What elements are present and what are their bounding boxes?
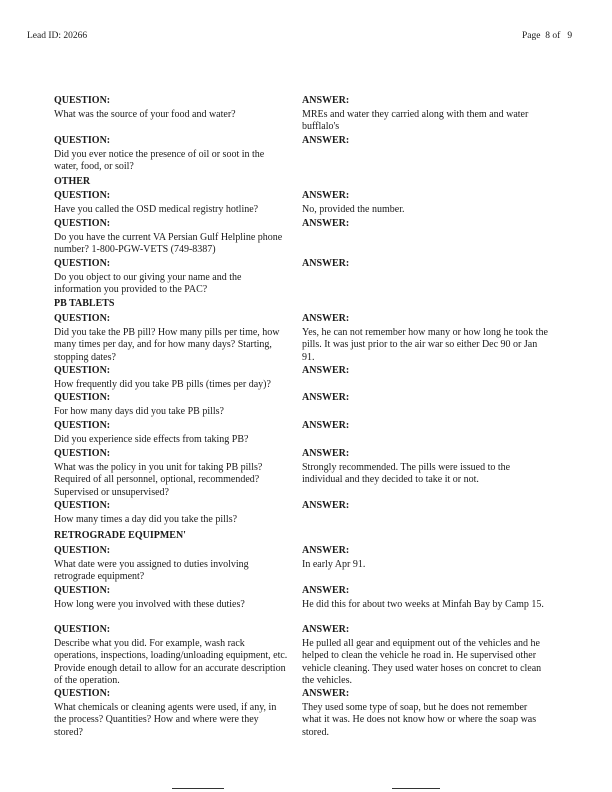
answer-block [302, 258, 548, 271]
question-block [54, 218, 290, 257]
question-label: QUESTION: [54, 448, 111, 459]
question-label: QUESTION: [54, 365, 111, 376]
question-label: QUESTION: [54, 95, 111, 106]
answer-label: ANSWER: [302, 545, 350, 556]
question-label: QUESTION: [54, 190, 111, 201]
answer-label: ANSWER: [302, 688, 350, 699]
answer-label: ANSWER: [302, 392, 350, 403]
question-block [54, 448, 290, 499]
page-current: 8 of [545, 31, 561, 41]
question-text: How frequently did you take PB pills (times per day)? [54, 378, 271, 390]
question-text: Describe what you did. For example, wash rack operations, inspections, loading/unloading equipment, etc. Provide enough detail to allow for an accurate description of the operation. [54, 637, 288, 686]
question-text: What chemicals or cleaning agents were used, if any, in the process? Quantities? How and where were they stored? [54, 701, 277, 738]
answer-block [302, 392, 548, 405]
question-text: Did you experience side effects from taking PB? [54, 433, 249, 445]
answer-label: ANSWER: [302, 624, 350, 635]
question-block [54, 500, 290, 526]
section-heading-retrograde: RETROGRADE EQUIPMEN' [54, 530, 186, 541]
answer-label: ANSWER: [302, 258, 350, 269]
question-label: QUESTION: [54, 258, 111, 269]
answer-label: ANSWER: [302, 218, 350, 229]
answer-text: Yes, he can not remember how many or how long he took the pills. It was just prior to the air war so either Dec 90 or Jan 91. [302, 326, 548, 363]
question-block [54, 585, 290, 611]
answer-label: ANSWER: [302, 448, 350, 459]
answer-text: Strongly recommended. The pills were issued to the individual and they decided to take it or not. [302, 461, 511, 485]
answer-block [302, 190, 548, 216]
question-label: QUESTION: [54, 420, 111, 431]
answer-block [302, 365, 548, 378]
question-label: QUESTION: [54, 545, 111, 556]
question-label: QUESTION: [54, 585, 111, 596]
question-block [54, 420, 290, 446]
answer-block [302, 545, 548, 571]
question-text: Did you ever notice the presence of oil or soot in the water, food, or soil? [54, 148, 265, 172]
answer-block [302, 420, 548, 433]
answer-text: He pulled all gear and equipment out of the vehicles and he helped to clean the vehicle he road in. He supervised other vehicle cleaning. They used water hoses on concret to clean the vehicles. [302, 637, 542, 686]
answer-label: ANSWER: [302, 585, 350, 596]
answer-label: ANSWER: [302, 135, 350, 146]
question-text: What was the source of your food and water? [54, 108, 236, 120]
question-block [54, 135, 290, 174]
question-label: QUESTION: [54, 218, 111, 229]
question-label: QUESTION: [54, 688, 111, 699]
question-label: QUESTION: [54, 135, 111, 146]
answer-label: ANSWER: [302, 500, 350, 511]
question-block [54, 688, 290, 739]
question-text: For how many days did you take PB pills? [54, 405, 224, 417]
answer-label: ANSWER: [302, 365, 350, 376]
question-text: How many times a day did you take the pills? [54, 513, 238, 525]
answer-block [302, 135, 548, 148]
page-number [522, 30, 572, 43]
answer-label: ANSWER: [302, 313, 350, 324]
question-block [54, 365, 290, 391]
question-block [54, 258, 290, 297]
question-label: QUESTION: [54, 392, 111, 403]
question-label: QUESTION: [54, 500, 111, 511]
answer-text: They used some type of soap, but he does not remember what it was. He does not know how or where the soap was stored. [302, 701, 537, 738]
question-text: Do you object to our giving your name and the information you provided to the PAC? [54, 271, 242, 295]
answer-label: ANSWER: [302, 190, 350, 201]
page-total: 9 [567, 31, 573, 41]
answer-text: He did this for about two weeks at Minfah Bay by Camp 15. [302, 598, 544, 610]
question-text: Did you take the PB pill? How many pills per time, how many times per day, and for how many days? Starting, stopping dates? [54, 326, 280, 363]
answer-block [302, 500, 548, 513]
section-heading-other: OTHER [54, 176, 91, 187]
question-block [54, 624, 290, 688]
question-label: QUESTION: [54, 624, 111, 635]
answer-block [302, 585, 548, 611]
answer-label: ANSWER: [302, 420, 350, 431]
question-block [54, 392, 290, 418]
answer-text: In early Apr 91. [302, 558, 366, 570]
question-text: Have you called the OSD medical registry hotline? [54, 203, 259, 215]
question-text: What was the policy in you unit for taking PB pills? Required of all personnel, optional, recommended? Supervised or unsupervised? [54, 461, 263, 498]
question-block [54, 313, 290, 364]
answer-text: MREs and water they carried along with them and water bufflalo's [302, 108, 529, 132]
footer-rule-left [172, 788, 224, 789]
question-block [54, 190, 290, 216]
lead-id: Lead ID: 20266 [27, 31, 88, 41]
answer-block [302, 624, 548, 688]
question-text: How long were you involved with these duties? [54, 598, 245, 610]
question-text: Do you have the current VA Persian Gulf Helpline phone number? 1-800-PGW-VETS (749-8387) [54, 231, 283, 255]
answer-label: ANSWER: [302, 95, 350, 106]
page-label: Page [522, 31, 541, 41]
question-label: QUESTION: [54, 313, 111, 324]
answer-block [302, 688, 548, 739]
answer-block [302, 448, 548, 487]
question-text: What date were you assigned to duties involving retrograde equipment? [54, 558, 249, 582]
question-block [54, 95, 290, 121]
footer-rule-right [392, 788, 440, 789]
answer-block [302, 218, 548, 231]
answer-block [302, 95, 548, 134]
answer-text: No, provided the number. [302, 203, 405, 215]
section-heading-pb-tablets: PB TABLETS [54, 298, 115, 309]
question-block [54, 545, 290, 584]
answer-block [302, 313, 548, 364]
